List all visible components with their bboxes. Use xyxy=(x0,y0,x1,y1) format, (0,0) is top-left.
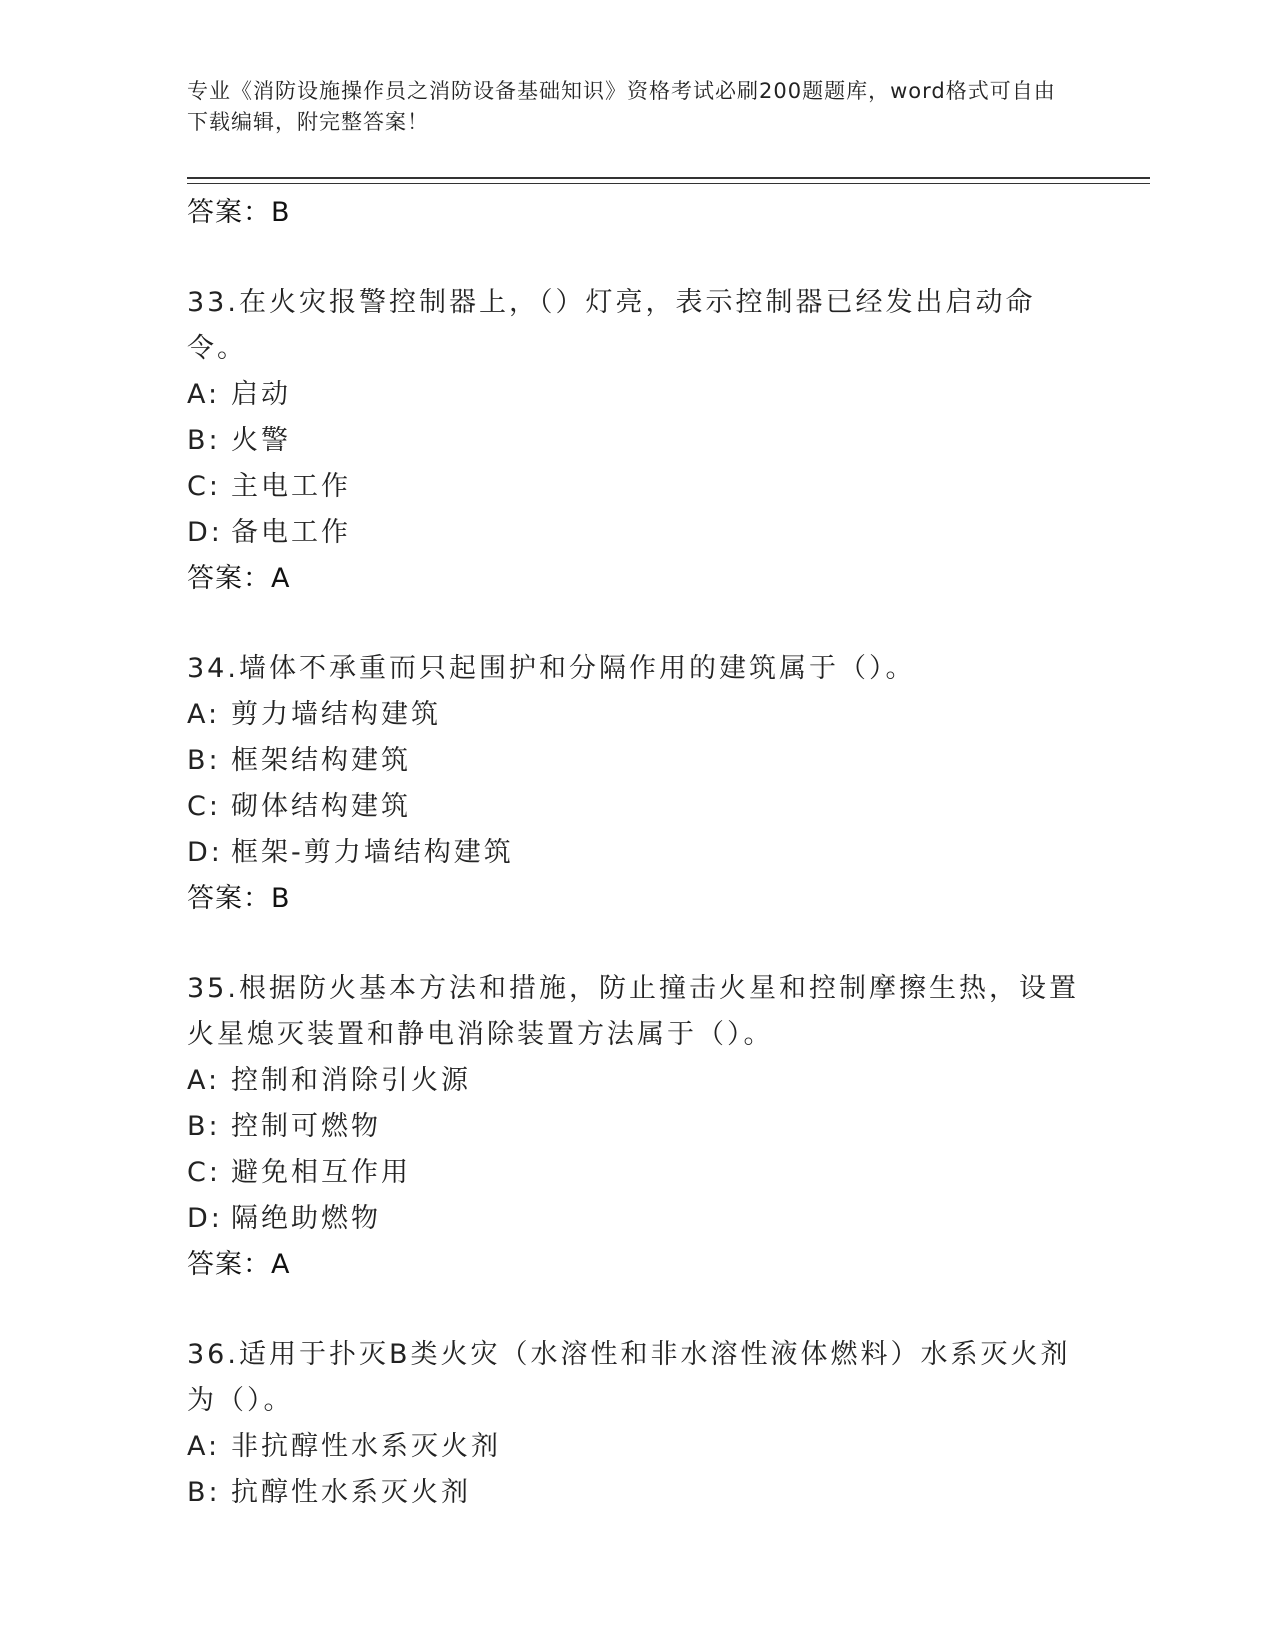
option-letter: A: xyxy=(187,1065,221,1096)
option-text: 避免相互作用 xyxy=(231,1157,411,1188)
option-letter: C: xyxy=(187,791,221,822)
option-letter: A: xyxy=(187,379,221,410)
spacer xyxy=(187,1288,1087,1332)
answer-line xyxy=(187,556,1087,602)
option-a xyxy=(187,1424,1087,1470)
question-text: 33.在火灾报警控制器上，（）灯亮，表示控制器已经发出启动命令。 xyxy=(187,287,1036,364)
option-text: 非抗醇性水系灭火剂 xyxy=(231,1431,501,1462)
answer-label: 答案： xyxy=(187,563,271,594)
answer-value: A xyxy=(271,1249,291,1280)
answer-value: B xyxy=(271,883,291,914)
answer-value: A xyxy=(271,563,291,594)
option-letter: B: xyxy=(187,745,221,776)
option-a xyxy=(187,1058,1087,1104)
answer-value: B xyxy=(271,197,291,228)
option-text: 启动 xyxy=(231,379,291,410)
option-text: 火警 xyxy=(231,425,291,456)
question-block xyxy=(187,966,1087,1288)
option-text: 砌体结构建筑 xyxy=(231,791,411,822)
option-b xyxy=(187,738,1087,784)
answer-label: 答案： xyxy=(187,883,271,914)
option-text: 框架-剪力墙结构建筑 xyxy=(231,837,514,868)
option-letter: C: xyxy=(187,471,221,502)
question-block xyxy=(187,646,1087,922)
answer-label: 答案： xyxy=(187,1249,271,1280)
option-b xyxy=(187,1104,1087,1150)
answer-line xyxy=(187,876,1087,922)
option-c xyxy=(187,784,1087,830)
option-letter: C: xyxy=(187,1157,221,1188)
option-text: 控制可燃物 xyxy=(231,1111,381,1142)
question-text: 34.墙体不承重而只起围护和分隔作用的建筑属于（）。 xyxy=(187,653,916,684)
option-letter: B: xyxy=(187,1111,221,1142)
answer-line xyxy=(187,190,1087,236)
option-letter: A: xyxy=(187,699,221,730)
option-text: 剪力墙结构建筑 xyxy=(231,699,441,730)
option-c xyxy=(187,1150,1087,1196)
option-b xyxy=(187,1470,1087,1516)
option-b xyxy=(187,418,1087,464)
spacer xyxy=(187,922,1087,966)
option-letter: A: xyxy=(187,1431,221,1462)
question-text: 36.适用于扑灭B类火灾（水溶性和非水溶性液体燃料）水系灭火剂为（）。 xyxy=(187,1339,1071,1416)
option-letter: B: xyxy=(187,1477,221,1508)
question-block xyxy=(187,1332,1087,1516)
option-letter: B: xyxy=(187,425,221,456)
option-text: 控制和消除引火源 xyxy=(231,1065,471,1096)
option-text: 框架结构建筑 xyxy=(231,745,411,776)
option-d xyxy=(187,510,1087,556)
spacer xyxy=(187,602,1087,646)
option-text: 抗醇性水系灭火剂 xyxy=(231,1477,471,1508)
option-d xyxy=(187,1196,1087,1242)
document-header: 专业《消防设施操作员之消防设备基础知识》资格考试必刷200题题库，word格式可自由下载编辑，附完整答案！ xyxy=(187,79,1056,134)
option-text: 隔绝助燃物 xyxy=(231,1203,381,1234)
document-body xyxy=(187,190,1087,1516)
option-letter: D: xyxy=(187,517,223,548)
answer-line xyxy=(187,1242,1087,1288)
option-a xyxy=(187,692,1087,738)
option-text: 备电工作 xyxy=(231,517,351,548)
question-block xyxy=(187,280,1087,602)
question-text: 35.根据防火基本方法和措施，防止撞击火星和控制摩擦生热，设置火星熄灭装置和静电消除装置方法属于（）。 xyxy=(187,973,1079,1050)
spacer xyxy=(187,236,1087,280)
option-letter: D: xyxy=(187,837,223,868)
option-text: 主电工作 xyxy=(231,471,351,502)
option-letter: D: xyxy=(187,1203,223,1234)
answer-label: 答案： xyxy=(187,197,271,228)
option-c xyxy=(187,464,1087,510)
option-a xyxy=(187,372,1087,418)
header-divider xyxy=(187,177,1150,184)
option-d xyxy=(187,830,1087,876)
